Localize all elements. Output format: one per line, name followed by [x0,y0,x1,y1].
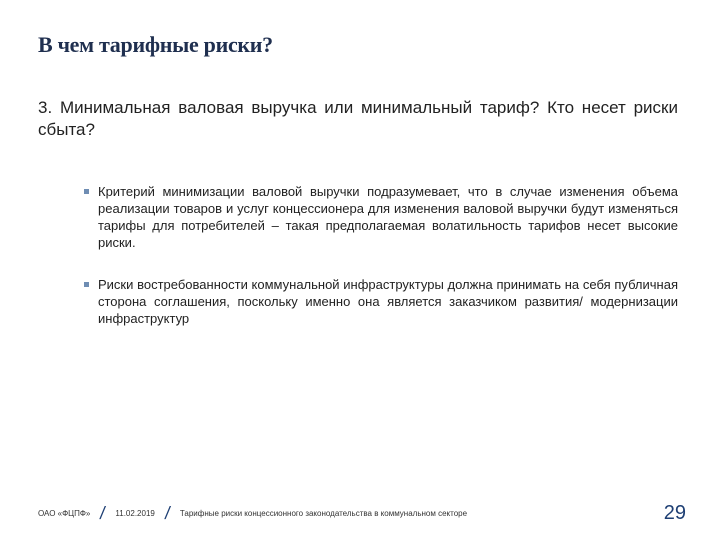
slide-footer [38,498,690,528]
bullet-list [84,183,678,352]
bullet-item [84,276,678,327]
slide-title: В чем тарифные риски? [38,32,273,57]
page-number: 29 [663,501,686,524]
lead-question: 3. Минимальная валовая выручка или минимальный тариф? Кто несет риски сбыта? [38,98,678,139]
square-bullet-icon [84,189,89,194]
bullet-text: Критерий минимизации валовой выручки подразумевает, что в случае изменения объема реализации товаров и услуг концессионера для изменения валовой выручки будут изменяться тарифы для потребителей – такая предполагаемая волатильность тарифов несет высокие риски. [98,184,678,250]
square-bullet-icon [84,282,89,287]
footer-separator: / [99,502,107,523]
footer-date: 11.02.2019 [115,508,155,518]
bullet-text: Риски востребованности коммунальной инфраструктуры должна принимать на себя публичная сторона соглашения, поскольку именно она является заказчиком развития/ модернизации инфраструктур [98,277,678,326]
footer-separator: / [163,502,172,523]
bullet-item [84,183,678,251]
footer-topic: Тарифные риски концессионного законодательства в коммунальном секторе [179,508,468,518]
footer-company: ОАО «ФЦПФ» [38,508,91,518]
